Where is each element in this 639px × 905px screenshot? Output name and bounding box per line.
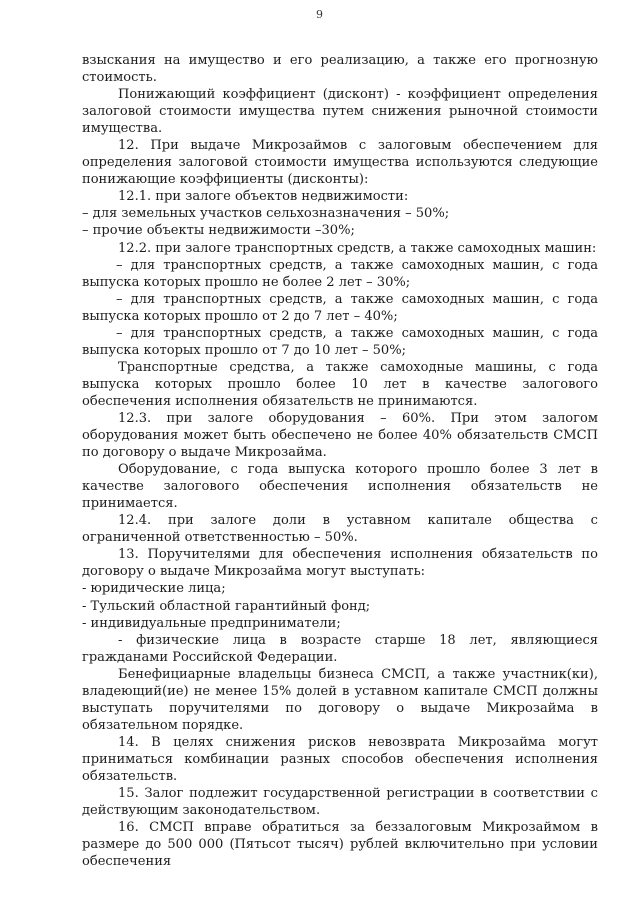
list-item: – для транспортных средств, а также самоходных машин, с года выпуска которых прошло не более 2 лет – 30%; — [82, 257, 598, 290]
paragraph: Бенефициарные владельцы бизнеса СМСП, а также участник(ки), владеющий(ие) не менее 15% долей в уставном капитале СМСП должны выступать поручителями по договору о выдаче Микрозайма в обязательном порядке. — [82, 666, 598, 733]
list-item: - индивидуальные предприниматели; — [82, 615, 341, 631]
paragraph: 12.3. при залоге оборудования – 60%. При этом залогом оборудования может быть обеспечено не более 40% обязательств СМСП по договору о выдаче Микрозайма. — [82, 410, 598, 461]
page-number: 9 — [316, 8, 323, 21]
list-item: - Тульский областной гарантийный фонд; — [82, 598, 371, 614]
document-body — [82, 52, 598, 870]
list-item: - физические лица в возрасте старше 18 лет, являющиеся гражданами Российской Федерации. — [82, 632, 598, 665]
list-item: – для транспортных средств, а также самоходных машин, с года выпуска которых прошло от 2 до 7 лет – 40%; — [82, 291, 598, 324]
paragraph: 14. В целях снижения рисков невозврата Микрозайма могут приниматься комбинации разных способов обеспечения исполнения обязательств. — [82, 734, 598, 784]
list-item: – для земельных участков сельхозназначения – 50%; — [82, 206, 450, 222]
paragraph: взыскания на имущество и его реализацию, а также его прогнозную стоимость. — [82, 53, 598, 86]
paragraph: Понижающий коэффициент (дисконт) - коэффициент определения залоговой стоимости имущества путем снижения рыночной стоимости имущества. — [82, 87, 598, 137]
paragraph: Оборудование, с года выпуска которого прошло более 3 лет в качестве залогового обеспечения исполнения обязательств не принимается. — [82, 462, 598, 512]
paragraph: 16. СМСП вправе обратиться за беззалоговым Микрозаймом в размере до 500 000 (Пятьсот тысяч) рублей включительно при условии обеспечения — [82, 820, 598, 870]
paragraph: 12. При выдаче Микрозаймов с залоговым обеспечением для определения залоговой стоимости имущества используются следующие понижающие коэффициенты (дисконты): — [82, 138, 598, 188]
list-item: – прочие объекты недвижимости –30%; — [82, 223, 355, 239]
list-item: - юридические лица; — [82, 581, 226, 597]
subsection-heading: 12.1. при залоге объектов недвижимости: — [118, 189, 409, 205]
paragraph: 15. Залог подлежит государственной регистрации в соответствии с действующим законодательством. — [82, 786, 598, 819]
paragraph: 12.4. при залоге доли в уставном капитале общества с ограниченной ответственностью – 50%. — [82, 513, 598, 546]
paragraph: Транспортные средства, а также самоходные машины, с года выпуска которых прошло более 10 лет в качестве залогового обеспечения исполнения обязательств не принимаются. — [82, 359, 598, 409]
list-item: – для транспортных средств, а также самоходных машин, с года выпуска которых прошло от 7 до 10 лет – 50%; — [82, 325, 598, 358]
paragraph: 13. Поручителями для обеспечения исполнения обязательств по договору о выдаче Микрозайма могут выступать: — [82, 547, 598, 580]
subsection-heading: 12.2. при залоге транспортных средств, а также самоходных машин: — [118, 240, 597, 256]
